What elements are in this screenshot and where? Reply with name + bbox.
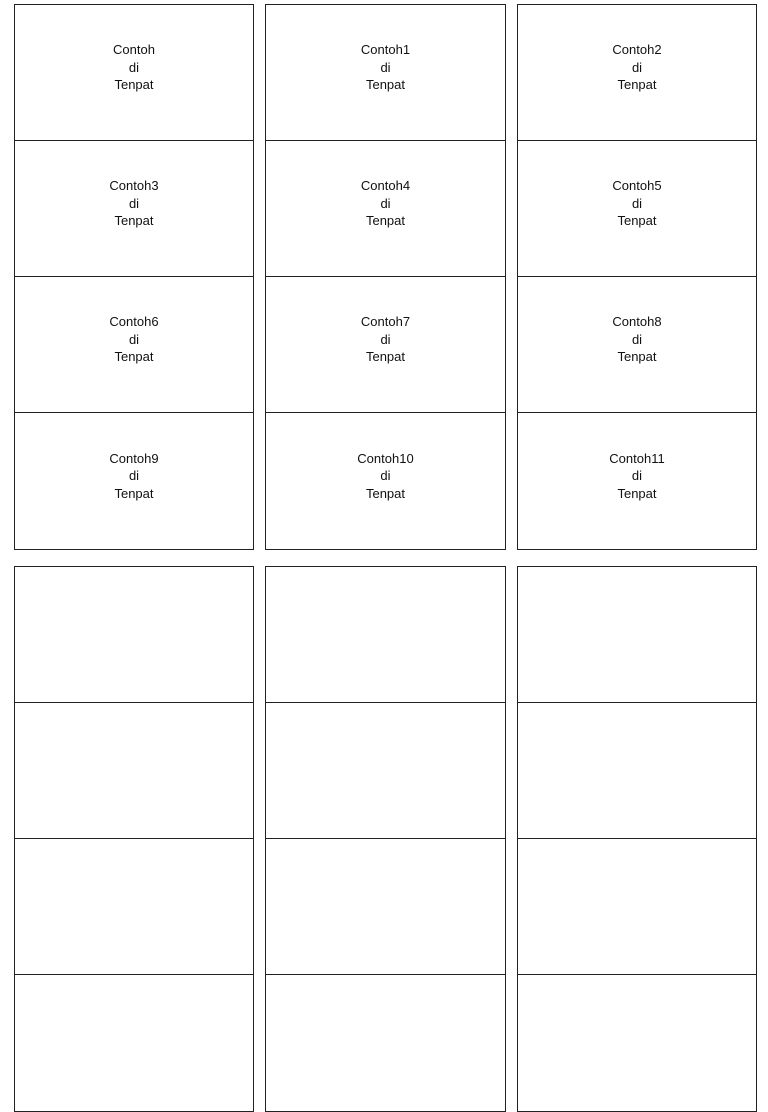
label-place: Tenpat [617,485,657,501]
empty-label-cell[interactable] [265,838,506,975]
label-cell[interactable] [14,412,254,550]
label-cell[interactable] [14,140,254,277]
label-place: Tenpat [617,349,657,365]
label-sheet-2 [14,566,757,1036]
label-cell[interactable] [517,4,757,141]
label-text [109,313,158,366]
label-name: Contoh7 [360,314,411,330]
label-cell[interactable] [14,276,254,413]
label-place: Tenpat [114,485,154,501]
label-text [361,177,410,230]
empty-label-cell[interactable] [517,566,757,703]
label-preposition: di [631,59,643,75]
empty-label-cell[interactable] [517,974,757,1112]
label-name: Contoh9 [109,450,159,466]
label-sheet-1 [14,4,757,550]
label-place: Tenpat [365,349,406,365]
label-preposition: di [128,195,140,211]
label-preposition: di [631,331,643,347]
label-text [113,41,155,94]
empty-label-cell[interactable] [14,566,254,703]
label-name: Contoh1 [360,42,411,58]
label-text [612,41,661,94]
label-place: Tenpat [114,213,154,229]
label-text [361,41,410,94]
label-preposition: di [380,468,391,484]
label-cell[interactable] [265,140,506,277]
label-cell[interactable] [517,140,757,277]
label-name: Contoh2 [612,42,662,58]
label-place: Tenpat [617,77,657,93]
label-preposition: di [380,59,391,75]
empty-label-cell[interactable] [265,702,506,839]
label-name: Contoh6 [109,314,159,330]
label-place: Tenpat [617,213,657,229]
label-text [109,177,158,230]
label-name: Contoh3 [109,178,159,194]
label-place: Tenpat [365,77,406,93]
label-name: Contoh [113,42,155,58]
empty-label-cell[interactable] [14,838,254,975]
empty-label-cell[interactable] [14,702,254,839]
empty-label-cell[interactable] [265,974,506,1112]
label-preposition: di [128,468,140,484]
label-preposition: di [380,195,391,211]
label-cell[interactable] [265,4,506,141]
label-name: Contoh11 [609,450,665,466]
label-name: Contoh4 [360,178,411,194]
label-preposition: di [380,331,391,347]
label-text [109,450,158,503]
label-place: Tenpat [114,77,154,93]
label-text [609,450,664,503]
label-cell[interactable] [265,276,506,413]
label-cell[interactable] [517,412,757,550]
label-place: Tenpat [114,349,154,365]
label-preposition: di [631,195,643,211]
label-preposition: di [128,331,140,347]
label-cell[interactable] [265,412,506,550]
label-name: Contoh5 [612,178,662,194]
label-preposition: di [128,59,140,75]
label-cell[interactable] [517,276,757,413]
empty-label-cell[interactable] [14,974,254,1112]
label-text [612,313,661,366]
label-cell[interactable] [14,4,254,141]
empty-label-cell[interactable] [517,702,757,839]
label-text [361,313,410,366]
empty-label-cell[interactable] [517,838,757,975]
label-preposition: di [631,468,643,484]
label-text [612,177,661,230]
label-name: Contoh8 [612,314,662,330]
label-place: Tenpat [365,485,406,501]
label-text [357,450,413,503]
label-place: Tenpat [365,213,406,229]
label-name: Contoh10 [357,450,414,466]
empty-label-cell[interactable] [265,566,506,703]
